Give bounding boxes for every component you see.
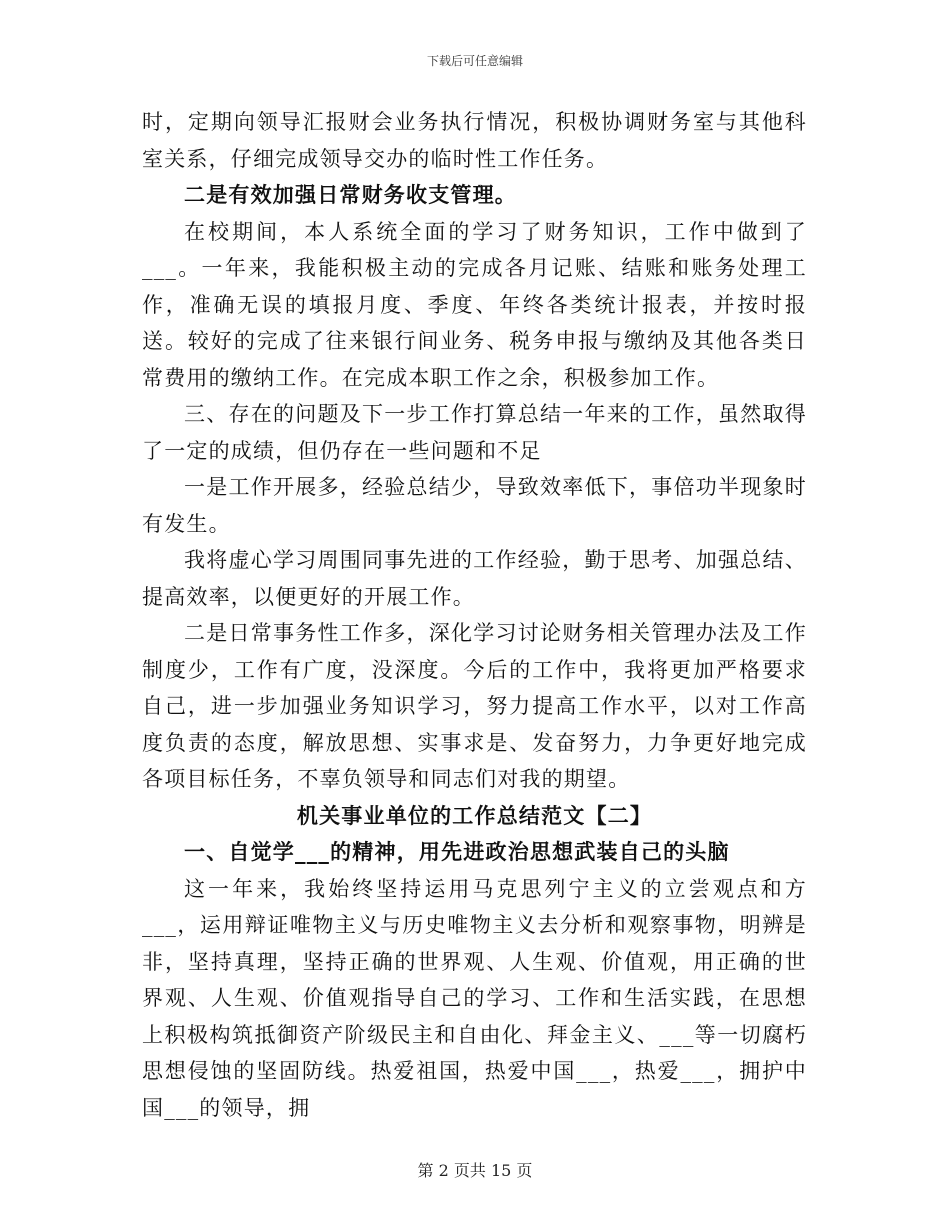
paragraph-4: 三、存在的问题及下一步工作打算总结一年来的工作，虽然取得了一定的成绩，但仍存在一些问题和不足 [142, 402, 807, 463]
paragraph-10: 这一年来，我始终坚持运用马克思列宁主义的立尝观点和方___，运用辩证唯物主义与历史唯物主义去分析和观察事物，明辨是非，坚持真理，坚持正确的世界观、人生观、价值观，用正确的世界观、人生观、价值观指导自己的学习、工作和生活实践，在思想上积极构筑抵御资产阶级民主和自由化、拜金主义、___等一切腐朽思想侵蚀的坚固防线。热爱祖国，热爱中国___，热爱___，拥护中国___的领导，拥 [142, 876, 807, 1120]
paragraph-1: 时，定期向领导汇报财会业务执行情况，积极协调财务室与其他科室关系，仔细完成领导交办的临时性工作任务。 [142, 110, 807, 171]
section-title: 机关事业单位的工作总结范文【二】 [296, 802, 653, 828]
page-number-footer: 第 2 页共 15 页 [417, 1161, 533, 1180]
paragraph-3: 在校期间，本人系统全面的学习了财务知识，工作中做到了___。一年来，我能积极主动的完成各月记账、结账和账务处理工作，准确无误的填报月度、季度、年终各类统计报表，并按时报送。较好的完成了往来银行间业务、税务申报与缴纳及其他各类日常费用的缴纳工作。在完成本职工作之余，积极参加工作。 [142, 219, 807, 390]
paragraph-6: 我将虚心学习周围同事先进的工作经验，勤于思考、加强总结、提高效率，以便更好的开展工作。 [142, 548, 807, 609]
paragraph-5: 一是工作开展多，经验总结少，导致效率低下，事倍功半现象时有发生。 [142, 475, 807, 536]
paragraph-7: 二是日常事务性工作多，深化学习讨论财务相关管理办法及工作制度少，工作有广度，没深度。今后的工作中，我将更加严格要求自己，进一步加强业务知识学习，努力提高工作水平，以对工作高度负责的态度，解放思想、实事求是、发奋努力，力争更好地完成各项目标任务，不辜负领导和同志们对我的期望。 [142, 621, 807, 791]
paragraph-heading-2: 二是有效加强日常财务收支管理。 [184, 182, 517, 207]
document-body [142, 104, 807, 1126]
section-subheading: 一、自觉学___的精神，用先进政治思想武装自己的头脑 [184, 839, 730, 864]
page-header: 下载后可任意编辑 [426, 54, 523, 68]
